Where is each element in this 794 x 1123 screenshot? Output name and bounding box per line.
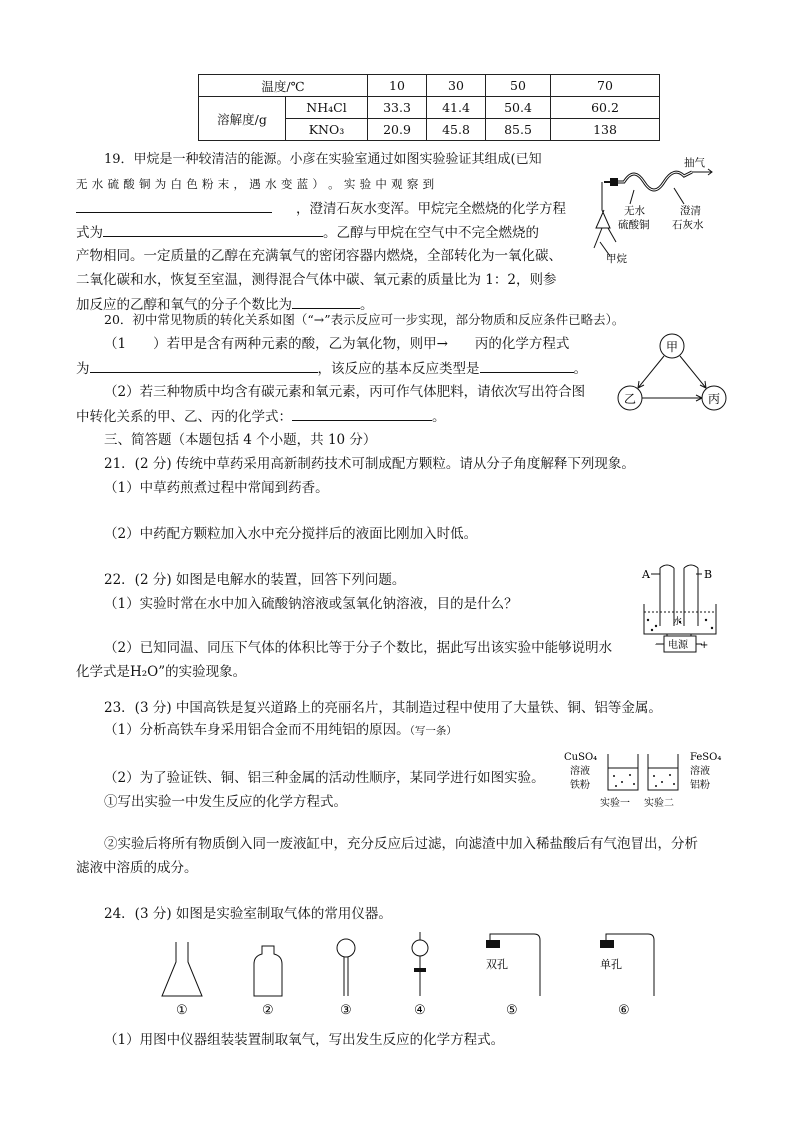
temp-label: 温度/℃ [199, 75, 368, 97]
q23-part1a: （1）分析高铁车身采用铝合金而不用纯铝的原因。 [104, 722, 410, 738]
answer-blank[interactable] [292, 406, 432, 421]
q21-part1: （1）中草药煎煮过程中常闻到药香。 [104, 480, 329, 496]
q19-line3-text: ，澄清石灰水变浑。甲烷完全燃烧的化学方程 [296, 201, 566, 217]
q20-line3a: 为 [76, 361, 90, 377]
label-2: ② [262, 1003, 274, 1018]
long-neck-funnel [337, 939, 355, 957]
q22-part2: （2）已知同温、同压下气体的体积比等于分子个数比，据此写出该实验中能够说明水 [104, 640, 613, 656]
temp-cell: 10 [368, 75, 427, 97]
table-cell: 60.2 [551, 97, 660, 119]
substance-name: NH₄Cl [286, 97, 368, 119]
q20-line5b: 。 [432, 409, 446, 425]
limewater-label: 澄清 [680, 205, 701, 217]
exp1-label: 实验一 [600, 798, 630, 809]
q19-line4b: 。乙醇与甲烷在空气中不完全燃烧的 [323, 225, 539, 241]
q20-line3c: 。 [573, 361, 587, 377]
q19-line4a: 式为 [76, 225, 103, 241]
q19-line2: 无 水 硫 酸 铜 为 白 色 粉 末 ， 遇 水 变 蓝 ） 。 实 验 中 观 察 到 [76, 177, 435, 191]
label-4: ④ [414, 1003, 426, 1018]
lab-instruments-figure [150, 928, 670, 1022]
temp-cell: 70 [551, 75, 660, 97]
substance-name: KNO₃ [286, 119, 368, 141]
q19-line6: 二氧化碳和水，恢复至室温，测得混合气体中碳、氧元素的质量比为 1：2，则参 [76, 272, 557, 288]
label-6: ⑥ [618, 1003, 630, 1018]
negative-label: － [654, 640, 664, 651]
table-cell: 85.5 [486, 119, 551, 141]
feso4-label: FeSO₄ [690, 752, 722, 763]
q19-line4 [76, 222, 539, 243]
answer-blank[interactable] [76, 198, 272, 213]
al-powder-label: 铝粉 [690, 780, 710, 791]
node-label: 乙 [624, 392, 637, 406]
node-label: 丙 [708, 392, 721, 406]
q19-line5: 产物相同。一定质量的乙醇在充满氧气的密闭容器内燃烧，全部转化为一氧化碳、 [76, 248, 562, 264]
q23-part2: （2）为了验证铁、铜、铝三种金属的活动性顺序，某同学进行如图实验。 [104, 770, 545, 786]
temp-cell: 30 [427, 75, 486, 97]
q20-line5a: 中转化关系的甲、乙、丙的化学式： [76, 409, 292, 425]
label-a: A [642, 568, 650, 581]
q20-line5 [76, 406, 446, 427]
q23-part1 [104, 720, 457, 741]
pump-label: 抽气 [684, 157, 705, 169]
q23-part5: 滤液中溶质的成分。 [76, 860, 198, 876]
single-hole-label: 单孔 [600, 958, 622, 971]
cuso4-label: 无水 [624, 205, 645, 217]
q19-line7b: 。 [360, 297, 374, 313]
q22-part1: （1）实验时常在水中加入硫酸钠溶液或氢氧化钠溶液，目的是什么？ [104, 596, 518, 612]
q23-part3: ①写出实验一中发生反应的化学方程式。 [104, 794, 347, 810]
electrolysis-figure [636, 560, 732, 656]
q20-line2: （1 ）若甲是含有两种元素的酸，乙为氧化物，则甲→ 丙的化学方程式 [104, 336, 570, 352]
q24-line1: 24．(3 分) 如图是实验室制取气体的常用仪器。 [104, 906, 392, 922]
limewater-label2: 石灰水 [672, 219, 704, 231]
q22-line1: 22．(2 分) 如图是电解水的装置，回答下列问题。 [104, 572, 406, 588]
metal-activity-figure [564, 748, 734, 810]
label-3: ③ [340, 1003, 352, 1018]
solubility-table [198, 74, 660, 141]
positive-label: + [700, 640, 709, 651]
q23-line1: 23．(3 分) 中国高铁是复兴道路上的亮丽名片，其制造过程中使用了大量铁、铜、铝等金属。 [104, 700, 662, 716]
q20-line4: （2）若三种物质中均含有碳元素和氧元素，丙可作气体肥料，请依次写出符合图 [104, 384, 586, 400]
table-cell: 20.9 [368, 119, 427, 141]
table-cell: 50.4 [486, 97, 551, 119]
q20-line1: 20．初中常见物质的转化关系如图（“→”表示反应可一步实现，部分物质和反应条件已略去）。 [104, 312, 625, 327]
double-hole-stopper [486, 940, 500, 948]
table-cell: 41.4 [427, 97, 486, 119]
solubility-label: 溶解度/g [199, 97, 286, 141]
node-label: 甲 [666, 340, 679, 354]
label-1: ① [176, 1003, 188, 1018]
temp-cell: 50 [486, 75, 551, 97]
answer-blank[interactable] [90, 358, 318, 373]
q19-line7a: 加反应的乙醇和氧气的分子个数比为 [76, 297, 292, 313]
conical-flask [162, 942, 202, 996]
iron-powder-label: 铁粉 [570, 780, 590, 791]
table-cell: 45.8 [427, 119, 486, 141]
gas-bottle [254, 946, 282, 996]
cuso4-label: CuSO₄ [564, 752, 598, 763]
q23-part4: ②实验后将所有物质倒入同一废液缸中，充分反应后过滤，向滤渣中加入稀盐酸后有气泡冒出，分析 [104, 836, 698, 852]
q22-part3: 化学式是H₂O”的实验现象。 [76, 664, 247, 680]
q20-line3b: ，该反应的基本反应类型是 [317, 361, 480, 377]
table-cell: 138 [551, 119, 660, 141]
q21-part2: （2）中药配方颗粒加入水中充分搅拌后的液面比刚加入时低。 [104, 526, 478, 542]
power-label: 电源 [668, 640, 688, 651]
section-title: 三、简答题（本题包括 4 个小题，共 10 分） [104, 432, 377, 448]
exp2-label: 实验二 [644, 798, 674, 809]
answer-blank[interactable] [292, 294, 360, 309]
water-label: 水 [673, 617, 683, 627]
q21-line1: 21．(2 分) 传统中草药采用高新制药技术可制成配方颗粒。请从分子角度解释下列现象。 [104, 456, 635, 472]
methane-apparatus-figure [572, 152, 722, 272]
solution-label: 溶液 [570, 766, 590, 777]
q19-line3 [76, 198, 566, 219]
solution-label: 溶液 [690, 766, 710, 777]
cuso4-label2: 硫酸铜 [618, 219, 650, 231]
label-b: B [704, 568, 713, 581]
conversion-diagram [616, 330, 728, 414]
double-hole-label: 双孔 [486, 958, 508, 971]
label-5: ⑤ [506, 1003, 518, 1018]
answer-blank[interactable] [103, 222, 323, 237]
methane-label: 甲烷 [606, 253, 627, 265]
q19-line1: 19．甲烷是一种较清洁的能源。小彦在实验室通过如图实验验证其组成(已知 [104, 152, 542, 167]
separatory-funnel [412, 940, 428, 956]
table-cell: 33.3 [368, 97, 427, 119]
connector [610, 178, 618, 186]
answer-blank[interactable] [480, 358, 574, 373]
single-hole-stopper [600, 940, 614, 948]
q24-part1: （1）用图中仪器组装装置制取氧气，写出发生反应的化学方程式。 [104, 1032, 505, 1048]
q20-line3 [76, 358, 587, 379]
q23-part1b: （写一条） [409, 725, 457, 737]
